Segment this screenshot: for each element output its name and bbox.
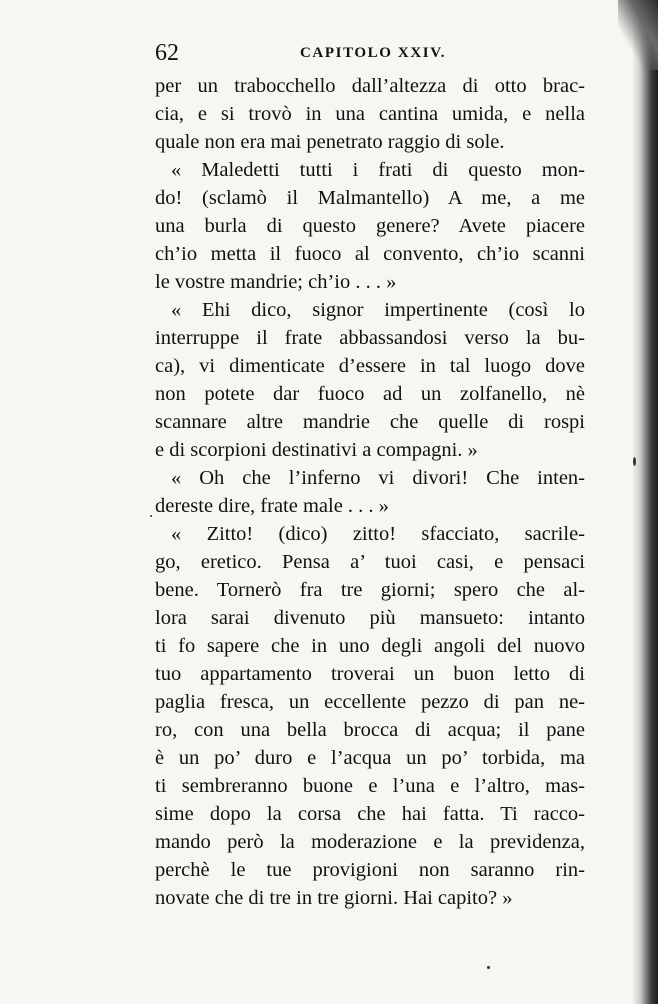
text-line: bene. Tornerò fra tre giorni; spero che al- bbox=[155, 579, 585, 601]
body-text bbox=[155, 72, 585, 912]
paper-speck bbox=[150, 515, 152, 517]
page-corner-shadow bbox=[618, 0, 658, 70]
text-line: « Zitto! (dico) zitto! sfacciato, sacrile- bbox=[171, 523, 585, 545]
page-number: 62 bbox=[155, 40, 179, 66]
chapter-title: CAPITOLO XXIV. bbox=[300, 45, 447, 61]
text-line: ti sembreranno buone e l’una e l’altro, mas- bbox=[155, 775, 585, 797]
text-line: perchè le tue provigioni non saranno rin- bbox=[155, 859, 585, 881]
text-line: ti fo sapere che in uno degli angoli del nuovo bbox=[155, 635, 585, 657]
paper-speck bbox=[487, 966, 490, 969]
text-line: sime dopo la corsa che hai fatta. Ti racco- bbox=[155, 803, 585, 825]
text-line: lora sarai divenuto più mansueto: intanto bbox=[155, 607, 585, 629]
text-line: mando però la moderazione e la previdenza, bbox=[155, 831, 585, 853]
text-line: go, eretico. Pensa a’ tuoi casi, e pensaci bbox=[155, 551, 585, 573]
text-line: do! (sclamò il Malmantello) A me, a me bbox=[155, 187, 585, 209]
text-line: per un trabocchello dall’altezza di otto brac- bbox=[155, 75, 585, 97]
text-line: scannare altre mandrie che quelle di rospi bbox=[155, 411, 585, 433]
text-line: e di scorpioni destinativi a compagni. » bbox=[155, 439, 478, 461]
page-gutter-shadow bbox=[632, 0, 658, 1004]
text-line: novate che di tre in tre giorni. Hai capito? » bbox=[155, 887, 513, 909]
text-line: non potete dar fuoco ad un zolfanello, nè bbox=[155, 383, 585, 405]
text-line: paglia fresca, un eccellente pezzo di pan ne- bbox=[155, 691, 585, 713]
text-line: cia, e si trovò in una cantina umida, e nella bbox=[155, 103, 585, 125]
text-line: le vostre mandrie; ch’io . . . » bbox=[155, 271, 397, 293]
text-line: ch’io metta il fuoco al convento, ch’io scanni bbox=[155, 243, 585, 265]
text-line: « Ehi dico, signor impertinente (così lo bbox=[171, 299, 585, 321]
text-line: tuo appartamento troverai un buon letto di bbox=[155, 663, 585, 685]
text-line: ca), vi dimenticate d’essere in tal luogo dove bbox=[155, 355, 585, 377]
text-line: dereste dire, frate male . . . » bbox=[155, 495, 389, 517]
paper-speck bbox=[633, 457, 636, 466]
text-line: « Oh che l’inferno vi divori! Che inten- bbox=[171, 467, 585, 489]
running-head bbox=[155, 36, 585, 70]
text-line: interruppe il frate abbassandosi verso la bu- bbox=[155, 327, 585, 349]
text-line: « Maledetti tutti i frati di questo mon- bbox=[171, 159, 585, 181]
text-line: ro, con una bella brocca di acqua; il pane bbox=[155, 719, 585, 741]
text-line: è un po’ duro e l’acqua un po’ torbida, ma bbox=[155, 747, 585, 769]
text-line: una burla di questo genere? Avete piacere bbox=[155, 215, 585, 237]
text-line: quale non era mai penetrato raggio di sole. bbox=[155, 131, 505, 153]
